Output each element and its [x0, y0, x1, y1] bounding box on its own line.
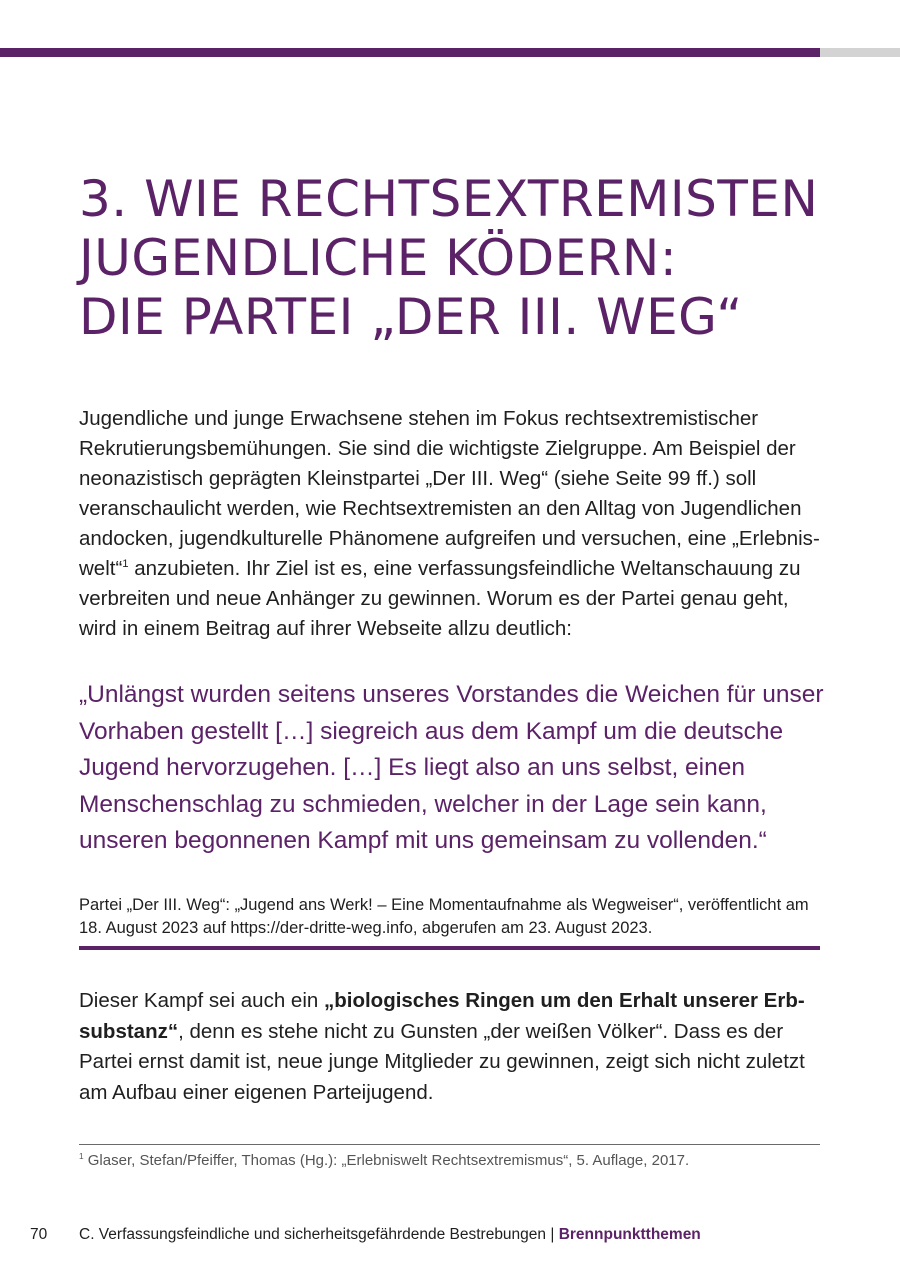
intro-text-part-2: anzubieten. Ihr Ziel ist es, eine verfassungsfeindliche Weltanschauung zu verbreiten und neue Anhänger zu gewinnen. Worum es der Partei genau geht, wird in einem Beitrag auf ihrer Webseite allzu deutlich:	[79, 557, 801, 640]
footnote-reference: 1	[122, 558, 129, 571]
running-footer	[79, 1224, 701, 1246]
second-paragraph	[79, 986, 824, 1108]
footnote	[79, 1151, 824, 1171]
footnote-text: Glaser, Stefan/Pfeiffer, Thomas (Hg.): „Erlebniswelt Rechtsextremismus“, 5. Auflage, 2017.	[83, 1152, 690, 1169]
chapter-title-line-2: JUGENDLICHE KÖDERN:	[79, 229, 678, 287]
chapter-title	[79, 170, 839, 347]
running-footer-highlight: Brennpunktthemen	[558, 1226, 701, 1243]
second-paragraph-emphasis: „biologisches Ringen um den Erhalt unserer Erbsubstanz“	[79, 989, 805, 1043]
pull-quote: „Unlängst wurden seitens unseres Vorstandes die Weichen für unser Vorhaben gestellt […] siegreich aus dem Kampf um die deutsche Jugend hervorzugehen. […] Es liegt also an uns selbst, einen Menschenschlag zu schmieden, welcher in der Lage sein kann, unseren begonnenen Kampf mit uns gemeinsam zu vollenden.“	[79, 681, 824, 854]
footnote-marker: 1	[79, 1152, 84, 1161]
footnote-divider	[79, 1144, 820, 1145]
quote-divider	[79, 946, 820, 950]
quote-source: Partei „Der III. Weg“: „Jugend ans Werk! – Eine Momentaufnahme als Wegweiser“, veröffentlicht am 18. August 2023 auf https://der-dritte-weg.info, abgerufen am 23. August 2023.	[79, 896, 809, 937]
header-rule	[0, 48, 820, 57]
intro-text-part-1: Jugendliche und junge Erwachsene stehen im Fokus rechtsextremistischer Rekrutierungsbemühungen. Sie sind die wichtigste Zielgruppe. Am Beispiel der neonazistisch geprägten Kleinstpartei „Der III. Weg“ (siehe Seite 99 ff.) soll veranschaulicht werden, wie Rechtsextremisten an den Alltag von Jugendlichen andocken, jugendkulturelle Phänomene aufgreifen und versuchen, eine „Erlebniswelt“	[79, 407, 820, 580]
second-paragraph-rest: , denn es stehe nicht zu Gunsten „der weißen Völker“. Dass es der Partei ernst damit ist, neue junge Mitglieder zu gewinnen, zeigt sich nicht zuletzt am Aufbau einer eigenen Parteijugend.	[79, 1019, 805, 1104]
intro-paragraph	[79, 404, 824, 644]
header-rule-tail	[820, 48, 900, 57]
page-number: 70	[30, 1226, 48, 1243]
chapter-title-line-3: DIE PARTEI „DER III. WEG“	[79, 288, 743, 346]
second-paragraph-lead: Dieser Kampf sei auch ein	[79, 989, 324, 1012]
running-footer-section: C. Verfassungsfeindliche und sicherheitsgefährdende Bestrebungen |	[79, 1226, 559, 1243]
page-footer	[0, 1224, 900, 1246]
chapter-title-line-1: 3. WIE RECHTSEXTREMISTEN	[79, 170, 819, 228]
